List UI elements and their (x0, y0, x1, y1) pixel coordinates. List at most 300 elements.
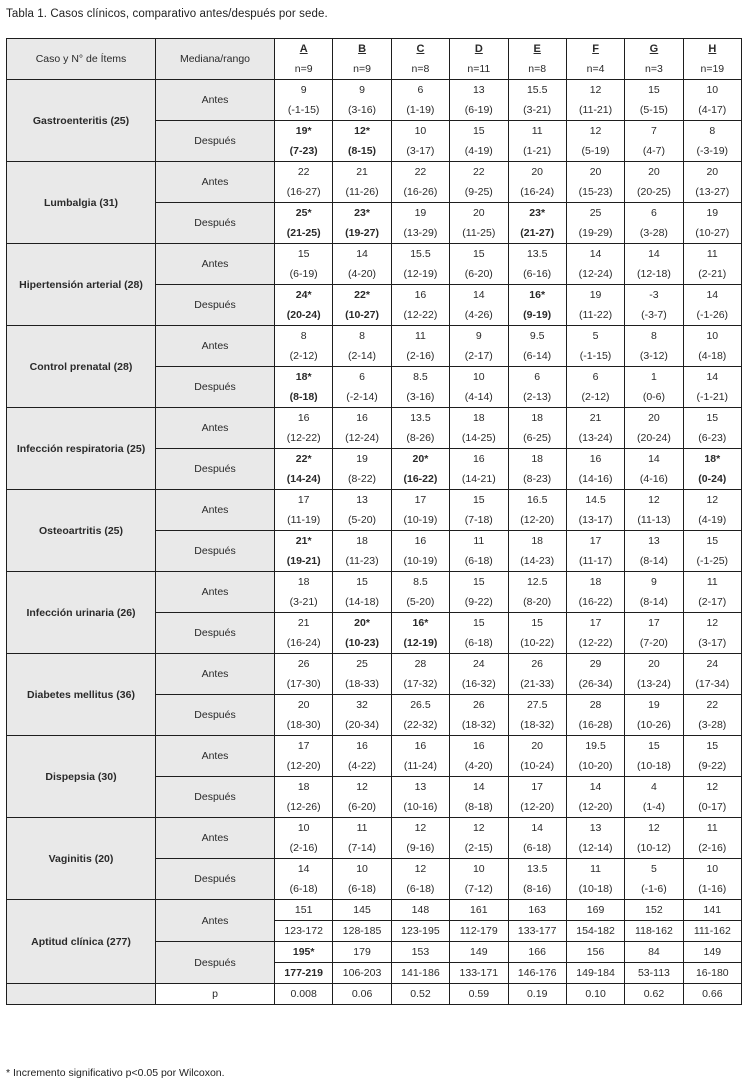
after-range-cell: (7-20) (625, 633, 683, 654)
before-range-cell: (5-15) (625, 100, 683, 121)
after-median-cell: 15 (683, 531, 741, 552)
before-median-cell: 18 (508, 408, 566, 429)
before-median-cell: 24 (683, 654, 741, 675)
after-range-cell: (9-19) (508, 305, 566, 326)
before-range-cell: (15-23) (566, 182, 624, 203)
after-range-cell: (1-4) (625, 797, 683, 818)
after-label: Después (156, 531, 275, 572)
after-range-cell: (4-7) (625, 141, 683, 162)
before-range-cell: (2-12) (275, 346, 333, 367)
after-range-cell: (6-18) (333, 879, 391, 900)
before-range-cell: (12-14) (566, 838, 624, 859)
before-range-cell: (11-24) (391, 756, 449, 777)
p-value-cell: 0.62 (625, 984, 683, 1005)
after-median-cell: -3 (625, 285, 683, 306)
after-median-cell: 10 (450, 859, 508, 880)
after-label: Después (156, 613, 275, 654)
header-row-sites (7, 39, 742, 60)
after-median-cell: 13.5 (508, 859, 566, 880)
after-median-cell: 19 (683, 203, 741, 224)
before-range-cell: (11-19) (275, 510, 333, 531)
after-median-cell: 166 (508, 942, 566, 963)
before-range-cell: (3-21) (275, 592, 333, 613)
after-range-cell: 53-113 (625, 963, 683, 984)
before-median-cell: 18 (566, 572, 624, 593)
case-label: Infección respiratoria (25) (7, 408, 156, 490)
before-range-cell: (12-22) (275, 428, 333, 449)
before-range-cell: (6-25) (508, 428, 566, 449)
after-range-cell: (10-23) (333, 633, 391, 654)
after-median-cell: 32 (333, 695, 391, 716)
after-median-cell: 14 (683, 285, 741, 306)
before-median-cell: 15 (450, 244, 508, 265)
before-median-cell: 14 (508, 818, 566, 839)
before-median-cell: 17 (275, 490, 333, 511)
before-label: Antes (156, 654, 275, 695)
before-range-cell: (4-17) (683, 100, 741, 121)
after-range-cell: (6-18) (450, 633, 508, 654)
after-median-cell: 153 (391, 942, 449, 963)
after-range-cell: (3-16) (391, 387, 449, 408)
after-range-cell: (10-27) (683, 223, 741, 244)
before-range-cell: (12-20) (508, 510, 566, 531)
after-median-cell: 6 (625, 203, 683, 224)
after-range-cell: (-2-14) (333, 387, 391, 408)
table-row (7, 244, 742, 265)
after-range-cell: (11-17) (566, 551, 624, 572)
before-median-cell: 161 (450, 900, 508, 921)
site-n: n=11 (450, 59, 508, 80)
site-header: F (566, 39, 624, 60)
results-table (6, 38, 742, 1005)
after-median-cell: 6 (333, 367, 391, 388)
before-range-cell: (11-26) (333, 182, 391, 203)
after-range-cell: (7-23) (275, 141, 333, 162)
before-range-cell: 128-185 (333, 921, 391, 942)
stat-column-header: Mediana/rango (156, 39, 275, 80)
after-median-cell: 21 (275, 613, 333, 634)
before-median-cell: 18 (275, 572, 333, 593)
before-range-cell: 112-179 (450, 921, 508, 942)
after-label: Después (156, 285, 275, 326)
after-range-cell: (12-22) (566, 633, 624, 654)
after-range-cell: (11-23) (333, 551, 391, 572)
case-label: Gastroenteritis (25) (7, 80, 156, 162)
site-header: E (508, 39, 566, 60)
before-median-cell: 15 (333, 572, 391, 593)
before-label: Antes (156, 326, 275, 367)
before-median-cell: 20 (625, 408, 683, 429)
before-range-cell: (12-24) (333, 428, 391, 449)
before-label: Antes (156, 572, 275, 613)
after-label: Después (156, 203, 275, 244)
before-range-cell: (10-24) (508, 756, 566, 777)
after-range-cell: 149-184 (566, 963, 624, 984)
after-median-cell: 19 (333, 449, 391, 470)
before-range-cell: 154-182 (566, 921, 624, 942)
before-median-cell: 28 (391, 654, 449, 675)
after-median-cell: 17 (566, 531, 624, 552)
before-range-cell: (18-33) (333, 674, 391, 695)
table-caption: Tabla 1. Casos clínicos, comparativo antes/después por sede. (6, 8, 328, 20)
after-range-cell: (3-17) (683, 633, 741, 654)
before-median-cell: 12 (683, 490, 741, 511)
after-median-cell: 23* (333, 203, 391, 224)
after-median-cell: 14 (450, 777, 508, 798)
before-label: Antes (156, 244, 275, 285)
after-median-cell: 6 (508, 367, 566, 388)
before-range-cell: (10-12) (625, 838, 683, 859)
before-median-cell: 141 (683, 900, 741, 921)
before-median-cell: 14.5 (566, 490, 624, 511)
after-range-cell: (12-19) (391, 633, 449, 654)
before-range-cell: (7-18) (450, 510, 508, 531)
after-median-cell: 16* (391, 613, 449, 634)
after-median-cell: 1 (625, 367, 683, 388)
after-label: Después (156, 942, 275, 984)
after-range-cell: (-1-21) (683, 387, 741, 408)
after-median-cell: 20 (450, 203, 508, 224)
after-range-cell: (10-16) (391, 797, 449, 818)
before-median-cell: 16 (275, 408, 333, 429)
before-median-cell: 13.5 (508, 244, 566, 265)
before-range-cell: (2-16) (391, 346, 449, 367)
after-median-cell: 14 (566, 777, 624, 798)
after-range-cell: (11-25) (450, 223, 508, 244)
after-median-cell: 17 (566, 613, 624, 634)
before-range-cell: (-1-15) (566, 346, 624, 367)
before-range-cell: (17-32) (391, 674, 449, 695)
before-range-cell: (6-18) (508, 838, 566, 859)
after-range-cell: (10-18) (566, 879, 624, 900)
after-median-cell: 10 (391, 121, 449, 142)
after-median-cell: 16 (391, 285, 449, 306)
after-range-cell: (2-12) (566, 387, 624, 408)
site-header: D (450, 39, 508, 60)
after-median-cell: 18 (333, 531, 391, 552)
after-range-cell: (3-28) (683, 715, 741, 736)
after-range-cell: (12-20) (508, 797, 566, 818)
after-median-cell: 28 (566, 695, 624, 716)
after-range-cell: (-1-26) (683, 305, 741, 326)
before-range-cell: (10-19) (391, 510, 449, 531)
before-median-cell: 16 (333, 408, 391, 429)
before-range-cell: (13-24) (566, 428, 624, 449)
after-median-cell: 8 (683, 121, 741, 142)
after-range-cell: (-3-19) (683, 141, 741, 162)
after-range-cell: (18-32) (508, 715, 566, 736)
table-row (7, 818, 742, 839)
before-median-cell: 20 (625, 162, 683, 183)
before-range-cell: (2-17) (450, 346, 508, 367)
before-range-cell: (14-18) (333, 592, 391, 613)
after-range-cell: (16-22) (391, 469, 449, 490)
before-label: Antes (156, 900, 275, 942)
p-value-cell: 0.59 (450, 984, 508, 1005)
before-median-cell: 15 (275, 244, 333, 265)
after-median-cell: 19* (275, 121, 333, 142)
after-median-cell: 26 (450, 695, 508, 716)
after-label: Después (156, 695, 275, 736)
before-median-cell: 9 (333, 80, 391, 101)
after-range-cell: (21-27) (508, 223, 566, 244)
after-median-cell: 11 (508, 121, 566, 142)
after-range-cell: 16-180 (683, 963, 741, 984)
after-median-cell: 26.5 (391, 695, 449, 716)
p-value-cell: 0.19 (508, 984, 566, 1005)
before-median-cell: 163 (508, 900, 566, 921)
before-median-cell: 13 (566, 818, 624, 839)
case-label: Vaginitis (20) (7, 818, 156, 900)
after-range-cell: (19-27) (333, 223, 391, 244)
before-label: Antes (156, 408, 275, 449)
after-range-cell: (8-22) (333, 469, 391, 490)
before-range-cell: (17-34) (683, 674, 741, 695)
after-median-cell: 20* (333, 613, 391, 634)
before-range-cell: (13-27) (683, 182, 741, 203)
after-median-cell: 12 (683, 613, 741, 634)
before-median-cell: 20 (566, 162, 624, 183)
after-range-cell: (16-24) (275, 633, 333, 654)
after-range-cell: 177-219 (275, 963, 333, 984)
before-median-cell: 29 (566, 654, 624, 675)
case-label: Osteoartritis (25) (7, 490, 156, 572)
before-median-cell: 20 (508, 162, 566, 183)
table-row (7, 572, 742, 593)
after-median-cell: 22 (683, 695, 741, 716)
case-label: Aptitud clínica (277) (7, 900, 156, 984)
site-n: n=9 (333, 59, 391, 80)
after-range-cell: (13-29) (391, 223, 449, 244)
after-range-cell: (20-34) (333, 715, 391, 736)
before-median-cell: 148 (391, 900, 449, 921)
before-median-cell: 8 (625, 326, 683, 347)
before-median-cell: 22 (391, 162, 449, 183)
after-median-cell: 19 (625, 695, 683, 716)
before-median-cell: 21 (566, 408, 624, 429)
table-row (7, 900, 742, 921)
site-n: n=19 (683, 59, 741, 80)
before-label: Antes (156, 736, 275, 777)
after-range-cell: (19-29) (566, 223, 624, 244)
before-range-cell: (13-17) (566, 510, 624, 531)
before-range-cell: (20-24) (625, 428, 683, 449)
after-range-cell: 106-203 (333, 963, 391, 984)
after-range-cell: (-1-6) (625, 879, 683, 900)
case-label: Control prenatal (28) (7, 326, 156, 408)
after-range-cell: (8-18) (450, 797, 508, 818)
before-median-cell: 13.5 (391, 408, 449, 429)
before-median-cell: 152 (625, 900, 683, 921)
before-range-cell: (11-13) (625, 510, 683, 531)
before-median-cell: 11 (683, 244, 741, 265)
before-range-cell: (26-34) (566, 674, 624, 695)
before-range-cell: (6-20) (450, 264, 508, 285)
after-median-cell: 25* (275, 203, 333, 224)
site-n: n=3 (625, 59, 683, 80)
before-median-cell: 15 (625, 80, 683, 101)
before-range-cell: (-1-15) (275, 100, 333, 121)
before-label: Antes (156, 818, 275, 859)
after-median-cell: 15 (508, 613, 566, 634)
before-range-cell: (4-18) (683, 346, 741, 367)
after-median-cell: 18 (275, 777, 333, 798)
before-median-cell: 145 (333, 900, 391, 921)
before-median-cell: 15 (683, 408, 741, 429)
before-range-cell: (6-19) (275, 264, 333, 285)
after-median-cell: 19 (391, 203, 449, 224)
before-range-cell: 133-177 (508, 921, 566, 942)
case-label: Diabetes mellitus (36) (7, 654, 156, 736)
after-range-cell: (5-19) (566, 141, 624, 162)
before-median-cell: 26 (275, 654, 333, 675)
before-median-cell: 17 (275, 736, 333, 757)
after-range-cell: (8-23) (508, 469, 566, 490)
after-median-cell: 149 (683, 942, 741, 963)
before-median-cell: 6 (391, 80, 449, 101)
after-median-cell: 14 (275, 859, 333, 880)
after-median-cell: 179 (333, 942, 391, 963)
after-median-cell: 84 (625, 942, 683, 963)
after-median-cell: 10 (333, 859, 391, 880)
after-median-cell: 12 (333, 777, 391, 798)
site-n: n=9 (275, 59, 333, 80)
before-median-cell: 17 (391, 490, 449, 511)
after-median-cell: 14 (450, 285, 508, 306)
p-value-row (7, 984, 742, 1005)
after-median-cell: 15 (450, 121, 508, 142)
before-range-cell: (2-16) (683, 838, 741, 859)
before-range-cell: (2-14) (333, 346, 391, 367)
after-label: Después (156, 449, 275, 490)
before-median-cell: 14 (625, 244, 683, 265)
before-range-cell: 123-172 (275, 921, 333, 942)
before-median-cell: 21 (333, 162, 391, 183)
before-median-cell: 16 (391, 736, 449, 757)
before-median-cell: 22 (275, 162, 333, 183)
before-range-cell: (13-24) (625, 674, 683, 695)
before-range-cell: (8-14) (625, 592, 683, 613)
table-footnote: * Incremento significativo p<0.05 por Wilcoxon. (6, 1067, 225, 1079)
before-median-cell: 12 (566, 80, 624, 101)
before-range-cell: (5-20) (333, 510, 391, 531)
before-median-cell: 16 (333, 736, 391, 757)
before-median-cell: 20 (508, 736, 566, 757)
after-median-cell: 195* (275, 942, 333, 963)
table-row (7, 654, 742, 675)
after-median-cell: 19 (566, 285, 624, 306)
after-range-cell: 141-186 (391, 963, 449, 984)
before-median-cell: 15 (450, 572, 508, 593)
after-range-cell: (10-26) (625, 715, 683, 736)
before-range-cell: (10-18) (625, 756, 683, 777)
before-median-cell: 10 (275, 818, 333, 839)
before-range-cell: (16-22) (566, 592, 624, 613)
after-range-cell: (21-25) (275, 223, 333, 244)
after-median-cell: 22* (275, 449, 333, 470)
after-median-cell: 18* (275, 367, 333, 388)
before-range-cell: (9-22) (683, 756, 741, 777)
before-range-cell: (12-19) (391, 264, 449, 285)
before-range-cell: (2-17) (683, 592, 741, 613)
before-median-cell: 8.5 (391, 572, 449, 593)
after-range-cell: (14-24) (275, 469, 333, 490)
before-range-cell: (12-24) (566, 264, 624, 285)
before-range-cell: (7-14) (333, 838, 391, 859)
after-range-cell: (8-15) (333, 141, 391, 162)
after-range-cell: (10-22) (508, 633, 566, 654)
before-median-cell: 25 (333, 654, 391, 675)
before-median-cell: 15 (683, 736, 741, 757)
table-row (7, 326, 742, 347)
after-range-cell: 146-176 (508, 963, 566, 984)
after-range-cell: (11-22) (566, 305, 624, 326)
after-range-cell: (12-20) (566, 797, 624, 818)
after-range-cell: (4-19) (450, 141, 508, 162)
before-median-cell: 12 (391, 818, 449, 839)
after-median-cell: 12* (333, 121, 391, 142)
before-median-cell: 24 (450, 654, 508, 675)
after-range-cell: (6-18) (391, 879, 449, 900)
after-median-cell: 20 (275, 695, 333, 716)
before-range-cell: (11-21) (566, 100, 624, 121)
p-value-cell: 0.06 (333, 984, 391, 1005)
site-header: B (333, 39, 391, 60)
before-range-cell: (14-25) (450, 428, 508, 449)
p-label: p (156, 984, 275, 1005)
site-header: C (391, 39, 449, 60)
p-value-cell: 0.10 (566, 984, 624, 1005)
before-range-cell: (12-20) (275, 756, 333, 777)
site-header: G (625, 39, 683, 60)
before-median-cell: 14 (333, 244, 391, 265)
before-median-cell: 12 (450, 818, 508, 839)
before-median-cell: 20 (683, 162, 741, 183)
before-range-cell: (21-33) (508, 674, 566, 695)
after-median-cell: 149 (450, 942, 508, 963)
results-table-body (7, 39, 742, 1005)
before-range-cell: (9-16) (391, 838, 449, 859)
before-range-cell: (1-19) (391, 100, 449, 121)
after-range-cell: (10-19) (391, 551, 449, 572)
before-median-cell: 22 (450, 162, 508, 183)
after-median-cell: 13 (625, 531, 683, 552)
before-range-cell: (5-20) (391, 592, 449, 613)
after-range-cell: (10-27) (333, 305, 391, 326)
before-median-cell: 15 (625, 736, 683, 757)
before-range-cell: (20-25) (625, 182, 683, 203)
before-range-cell: 123-195 (391, 921, 449, 942)
after-median-cell: 27.5 (508, 695, 566, 716)
before-range-cell: (16-32) (450, 674, 508, 695)
before-range-cell: (3-16) (333, 100, 391, 121)
after-median-cell: 23* (508, 203, 566, 224)
before-label: Antes (156, 162, 275, 203)
after-label: Después (156, 859, 275, 900)
after-range-cell: (20-24) (275, 305, 333, 326)
after-range-cell: (8-16) (508, 879, 566, 900)
before-median-cell: 19.5 (566, 736, 624, 757)
before-median-cell: 15.5 (391, 244, 449, 265)
before-median-cell: 11 (333, 818, 391, 839)
before-median-cell: 15.5 (508, 80, 566, 101)
after-median-cell: 22* (333, 285, 391, 306)
before-median-cell: 16 (450, 736, 508, 757)
before-range-cell: (4-19) (683, 510, 741, 531)
after-range-cell: (1-16) (683, 879, 741, 900)
before-range-cell: (16-27) (275, 182, 333, 203)
after-median-cell: 10 (683, 859, 741, 880)
